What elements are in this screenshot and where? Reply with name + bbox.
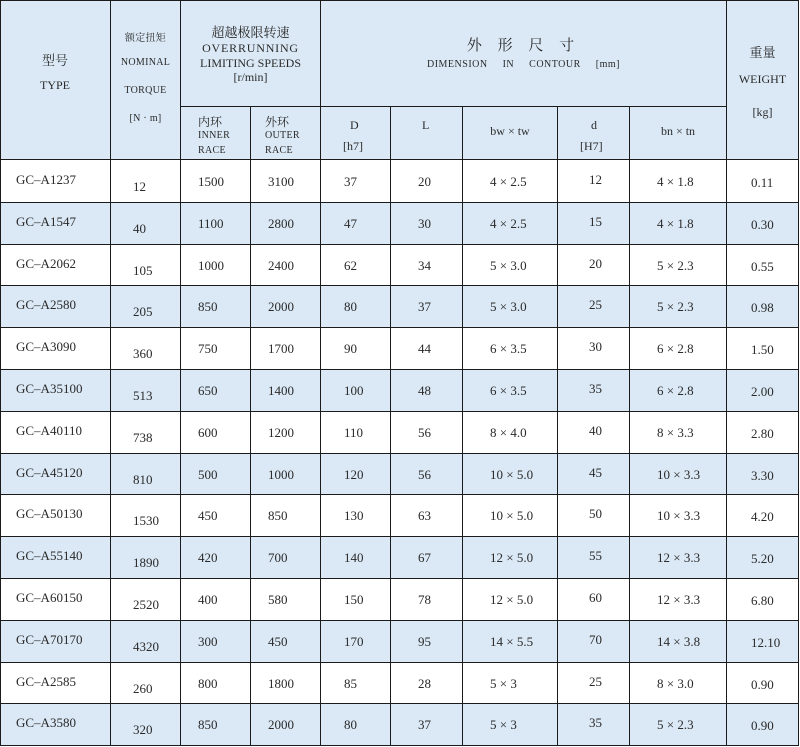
table-cell: 260 bbox=[133, 680, 153, 696]
table-cell: 30 bbox=[589, 339, 602, 355]
table-cell: 100 bbox=[344, 383, 364, 398]
table-cell: 580 bbox=[268, 592, 288, 607]
header-dimension-cell bbox=[321, 0, 727, 107]
weight-cn-label: 重量 bbox=[749, 45, 776, 60]
table-cell: 2000 bbox=[268, 299, 294, 315]
header-inner-cell bbox=[181, 107, 251, 160]
table-cell: 25 bbox=[589, 297, 602, 313]
table-cell: 4.20 bbox=[751, 509, 774, 525]
table-cell: 650 bbox=[198, 383, 218, 398]
grid-line bbox=[462, 160, 463, 746]
table-cell: 810 bbox=[133, 471, 153, 487]
table-cell: 67 bbox=[418, 550, 431, 566]
table-cell: GC–A1547 bbox=[16, 213, 76, 229]
table-cell: 6 × 3.5 bbox=[490, 341, 527, 357]
table-cell: 110 bbox=[344, 424, 364, 440]
table-cell: 4 × 2.5 bbox=[490, 174, 527, 189]
table-cell: 35 bbox=[589, 715, 602, 731]
grid-line bbox=[0, 536, 799, 537]
table-cell: 85 bbox=[344, 675, 357, 691]
table-cell: 5 × 2.3 bbox=[657, 717, 694, 733]
type-en-label: TYPE bbox=[40, 78, 70, 92]
table-cell: 8 × 3.0 bbox=[657, 675, 694, 691]
table-cell: 4320 bbox=[133, 638, 159, 654]
col-d-tol-label: [H7] bbox=[580, 139, 603, 153]
grid-line bbox=[0, 285, 799, 286]
table-cell: 5 × 2.3 bbox=[657, 299, 694, 315]
table-cell: 4 × 1.8 bbox=[657, 215, 694, 231]
table-cell: GC–A45120 bbox=[16, 464, 83, 480]
table-cell: 140 bbox=[344, 550, 364, 566]
table-cell: 2800 bbox=[268, 215, 294, 231]
table-cell: 55 bbox=[589, 548, 602, 564]
table-cell: 800 bbox=[198, 675, 218, 691]
header-weight-cell bbox=[727, 0, 799, 160]
table-cell: 1000 bbox=[198, 257, 224, 273]
table-row bbox=[0, 494, 799, 536]
table-cell: 5 × 3.0 bbox=[490, 257, 527, 273]
table-cell: 5 × 2.3 bbox=[657, 257, 694, 273]
table-row bbox=[0, 202, 799, 244]
grid-line bbox=[0, 453, 799, 454]
grid-line bbox=[320, 160, 321, 746]
table-cell: 105 bbox=[133, 262, 153, 278]
table-cell: 420 bbox=[198, 550, 218, 566]
table-cell: 44 bbox=[418, 341, 431, 357]
table-cell: 1100 bbox=[198, 215, 224, 231]
table-cell: 205 bbox=[133, 304, 153, 320]
table-cell: 0.55 bbox=[751, 258, 774, 274]
table-cell: 2.00 bbox=[751, 384, 774, 399]
table-cell: 850 bbox=[198, 299, 218, 315]
table-row bbox=[0, 703, 799, 745]
table-cell: 1500 bbox=[198, 174, 224, 189]
table-cell: GC–A2585 bbox=[16, 673, 76, 689]
table-cell: 60 bbox=[589, 590, 602, 605]
table-cell: 6 × 2.8 bbox=[657, 383, 694, 398]
header-type-cell bbox=[0, 0, 111, 160]
table-cell: 40 bbox=[589, 422, 602, 438]
grid-line bbox=[0, 411, 799, 412]
table-cell: 37 bbox=[344, 174, 357, 189]
outer-en2-label: RACE bbox=[265, 145, 293, 156]
table-cell: 320 bbox=[133, 722, 153, 738]
outer-en1-label: OUTER bbox=[265, 130, 300, 141]
weight-unit-label: [kg] bbox=[752, 105, 773, 119]
table-cell: 450 bbox=[268, 633, 288, 649]
table-cell: 80 bbox=[344, 717, 357, 733]
table-cell: 6 × 2.8 bbox=[657, 341, 694, 357]
table-cell: 8 × 3.3 bbox=[657, 424, 694, 440]
table-cell: 12.10 bbox=[751, 634, 781, 650]
col-D-tol-label: [h7] bbox=[343, 139, 363, 153]
table-cell: 37 bbox=[418, 299, 431, 315]
table-cell: 95 bbox=[418, 633, 431, 649]
table-cell: GC–A1237 bbox=[16, 172, 76, 187]
table-cell: 12 × 5.0 bbox=[490, 550, 534, 566]
speed-en1-label: OVERRUNNING bbox=[202, 41, 299, 55]
speed-unit-label: [r/min] bbox=[233, 70, 268, 84]
table-cell: 10 × 3.3 bbox=[657, 508, 701, 524]
table-cell: 1.50 bbox=[751, 342, 774, 358]
table-row bbox=[0, 160, 799, 202]
table-cell: GC–A70170 bbox=[16, 631, 83, 647]
table-cell: 10 × 5.0 bbox=[490, 508, 534, 524]
table-cell: GC–A55140 bbox=[16, 548, 83, 564]
table-cell: 450 bbox=[198, 508, 218, 524]
table-cell: 750 bbox=[198, 341, 218, 357]
table-cell: 4 × 1.8 bbox=[657, 174, 694, 189]
grid-line bbox=[0, 494, 799, 495]
table-row bbox=[0, 578, 799, 620]
table-cell: 2.80 bbox=[751, 425, 774, 441]
table-cell: GC–A3580 bbox=[16, 715, 76, 731]
table-cell: 15 bbox=[589, 213, 602, 229]
inner-en2-label: RACE bbox=[198, 145, 226, 156]
table-cell: 28 bbox=[418, 675, 431, 691]
table-cell: 0.90 bbox=[751, 676, 774, 692]
table-row bbox=[0, 453, 799, 495]
table-cell: 12 bbox=[133, 179, 146, 194]
grid-line bbox=[629, 160, 630, 746]
table-cell: 12 × 3.3 bbox=[657, 550, 701, 566]
table-cell: 40 bbox=[133, 220, 146, 236]
table-cell: GC–A40110 bbox=[16, 422, 82, 438]
table-cell: 360 bbox=[133, 346, 153, 362]
table-cell: 20 bbox=[589, 255, 602, 271]
table-row bbox=[0, 620, 799, 662]
table-row bbox=[0, 327, 799, 369]
table-row bbox=[0, 285, 799, 327]
table-cell: 1400 bbox=[268, 383, 294, 398]
grid-line bbox=[250, 160, 251, 746]
type-cn-label: 型号 bbox=[41, 53, 68, 68]
table-cell: GC–A50130 bbox=[16, 506, 83, 522]
grid-line bbox=[0, 620, 799, 621]
table-cell: 1530 bbox=[133, 513, 159, 529]
table-cell: 12 bbox=[589, 172, 602, 187]
table-cell: 1800 bbox=[268, 675, 294, 691]
table-cell: 70 bbox=[589, 631, 602, 647]
header-torque-cell bbox=[111, 0, 181, 160]
header-outer-cell bbox=[251, 107, 321, 160]
table-cell: 47 bbox=[344, 215, 357, 231]
table-cell: 3.30 bbox=[751, 467, 774, 483]
table-cell: 12 × 3.3 bbox=[657, 592, 701, 607]
table-cell: 2520 bbox=[133, 597, 159, 612]
table-cell: 45 bbox=[589, 464, 602, 480]
grid-line bbox=[180, 160, 181, 746]
dimension-en-label: DIMENSION IN CONTOUR [mm] bbox=[426, 59, 621, 70]
header-d-cell bbox=[558, 107, 630, 160]
grid-line bbox=[0, 369, 799, 370]
torque-cn-label: 额定扭矩 bbox=[124, 33, 167, 44]
grid-line bbox=[110, 160, 111, 746]
grid-line bbox=[0, 662, 799, 663]
table-cell: 3100 bbox=[268, 174, 294, 189]
table-cell: 50 bbox=[589, 506, 602, 522]
table-cell: 10 × 5.0 bbox=[490, 466, 534, 482]
table-cell: 14 × 3.8 bbox=[657, 633, 701, 649]
table-cell: GC–A60150 bbox=[16, 590, 83, 605]
table-cell: 6.80 bbox=[751, 593, 774, 608]
grid-line bbox=[0, 327, 799, 328]
table-cell: 20 bbox=[418, 174, 431, 189]
grid-line bbox=[390, 160, 391, 746]
header-L-cell bbox=[391, 107, 463, 160]
table-cell: 500 bbox=[198, 466, 218, 482]
torque-en2-label: TORQUE bbox=[124, 85, 167, 96]
table-cell: 25 bbox=[589, 673, 602, 689]
table-cell: 130 bbox=[344, 508, 364, 524]
table-cell: 5 × 3 bbox=[490, 675, 517, 691]
table-cell: 56 bbox=[418, 424, 431, 440]
table-cell: GC–A2580 bbox=[16, 297, 76, 313]
grid-line bbox=[0, 578, 799, 579]
table-cell: 37 bbox=[418, 717, 431, 733]
table-cell: 10 × 3.3 bbox=[657, 466, 701, 482]
table-cell: 4 × 2.5 bbox=[490, 215, 527, 231]
table-row bbox=[0, 662, 799, 704]
table-cell: 34 bbox=[418, 257, 431, 273]
table-row bbox=[0, 244, 799, 286]
table-cell: 90 bbox=[344, 341, 357, 357]
table-cell: 5.20 bbox=[751, 551, 774, 567]
grid-line bbox=[0, 244, 799, 245]
header-speed-cell bbox=[181, 0, 321, 107]
table-row bbox=[0, 369, 799, 411]
table-cell: 170 bbox=[344, 633, 364, 649]
outer-cn-label: 外环 bbox=[265, 115, 290, 129]
table-cell: 738 bbox=[133, 429, 153, 445]
speed-cn-label: 超越极限转速 bbox=[211, 25, 290, 40]
table-cell: 700 bbox=[268, 550, 288, 566]
table-cell: 14 × 5.5 bbox=[490, 633, 534, 649]
dimension-cn-label: 外 形 尺 寸 bbox=[466, 38, 581, 54]
header-D-cell bbox=[321, 107, 391, 160]
table-cell: 80 bbox=[344, 299, 357, 315]
table-cell: 48 bbox=[418, 383, 431, 398]
table-cell: 5 × 3 bbox=[490, 717, 517, 733]
table-row bbox=[0, 536, 799, 578]
grid-line bbox=[0, 202, 799, 203]
inner-cn-label: 内环 bbox=[198, 115, 223, 129]
speed-en2-label: LIMITING SPEEDS bbox=[200, 56, 301, 70]
table-cell: 0.98 bbox=[751, 300, 774, 316]
table-cell: 12 × 5.0 bbox=[490, 592, 534, 607]
col-d-label: d bbox=[591, 118, 597, 132]
col-L-label: L bbox=[422, 118, 430, 132]
table-cell: 1890 bbox=[133, 555, 159, 571]
table-cell: 78 bbox=[418, 592, 431, 607]
table-cell: GC–A3090 bbox=[16, 339, 76, 355]
grid-line bbox=[726, 160, 727, 746]
torque-unit-label: [N · m] bbox=[129, 113, 162, 124]
header-bw-cell bbox=[463, 107, 558, 160]
table-cell: GC–A35100 bbox=[16, 381, 83, 396]
table-cell: 30 bbox=[418, 215, 431, 231]
grid-line bbox=[557, 160, 558, 746]
table-cell: 2400 bbox=[268, 257, 294, 273]
table-cell: 1000 bbox=[268, 466, 294, 482]
table-cell: 5 × 3.0 bbox=[490, 299, 527, 315]
table-cell: 850 bbox=[198, 717, 218, 733]
table-cell: 400 bbox=[198, 592, 218, 607]
table-cell: 8 × 4.0 bbox=[490, 424, 527, 440]
table-cell: GC–A2062 bbox=[16, 255, 76, 271]
table-cell: 850 bbox=[268, 508, 288, 524]
table-cell: 150 bbox=[344, 592, 364, 607]
table-cell: 56 bbox=[418, 466, 431, 482]
col-bw-label: bw × tw bbox=[490, 124, 530, 138]
table-cell: 513 bbox=[133, 388, 153, 403]
table-row bbox=[0, 411, 799, 453]
torque-en-label: NOMINAL bbox=[120, 57, 171, 68]
table-cell: 0.90 bbox=[751, 718, 774, 734]
weight-en-label: WEIGHT bbox=[738, 72, 787, 86]
table-cell: 600 bbox=[198, 424, 218, 440]
header-bn-cell bbox=[630, 107, 727, 160]
table-cell: 1700 bbox=[268, 341, 294, 357]
table-cell: 62 bbox=[344, 257, 357, 273]
col-D-label: D bbox=[350, 118, 359, 132]
col-bn-label: bn × tn bbox=[660, 124, 696, 138]
table-cell: 1200 bbox=[268, 424, 294, 440]
table-cell: 120 bbox=[344, 466, 364, 482]
table-cell: 35 bbox=[589, 381, 602, 396]
table-cell: 6 × 3.5 bbox=[490, 383, 527, 398]
table-cell: 300 bbox=[198, 633, 218, 649]
grid-line bbox=[0, 703, 799, 704]
table-cell: 0.11 bbox=[751, 175, 774, 190]
table-cell: 63 bbox=[418, 508, 431, 524]
table-cell: 2000 bbox=[268, 717, 294, 733]
inner-en1-label: INNER bbox=[198, 130, 231, 141]
table-cell: 0.30 bbox=[751, 216, 774, 232]
